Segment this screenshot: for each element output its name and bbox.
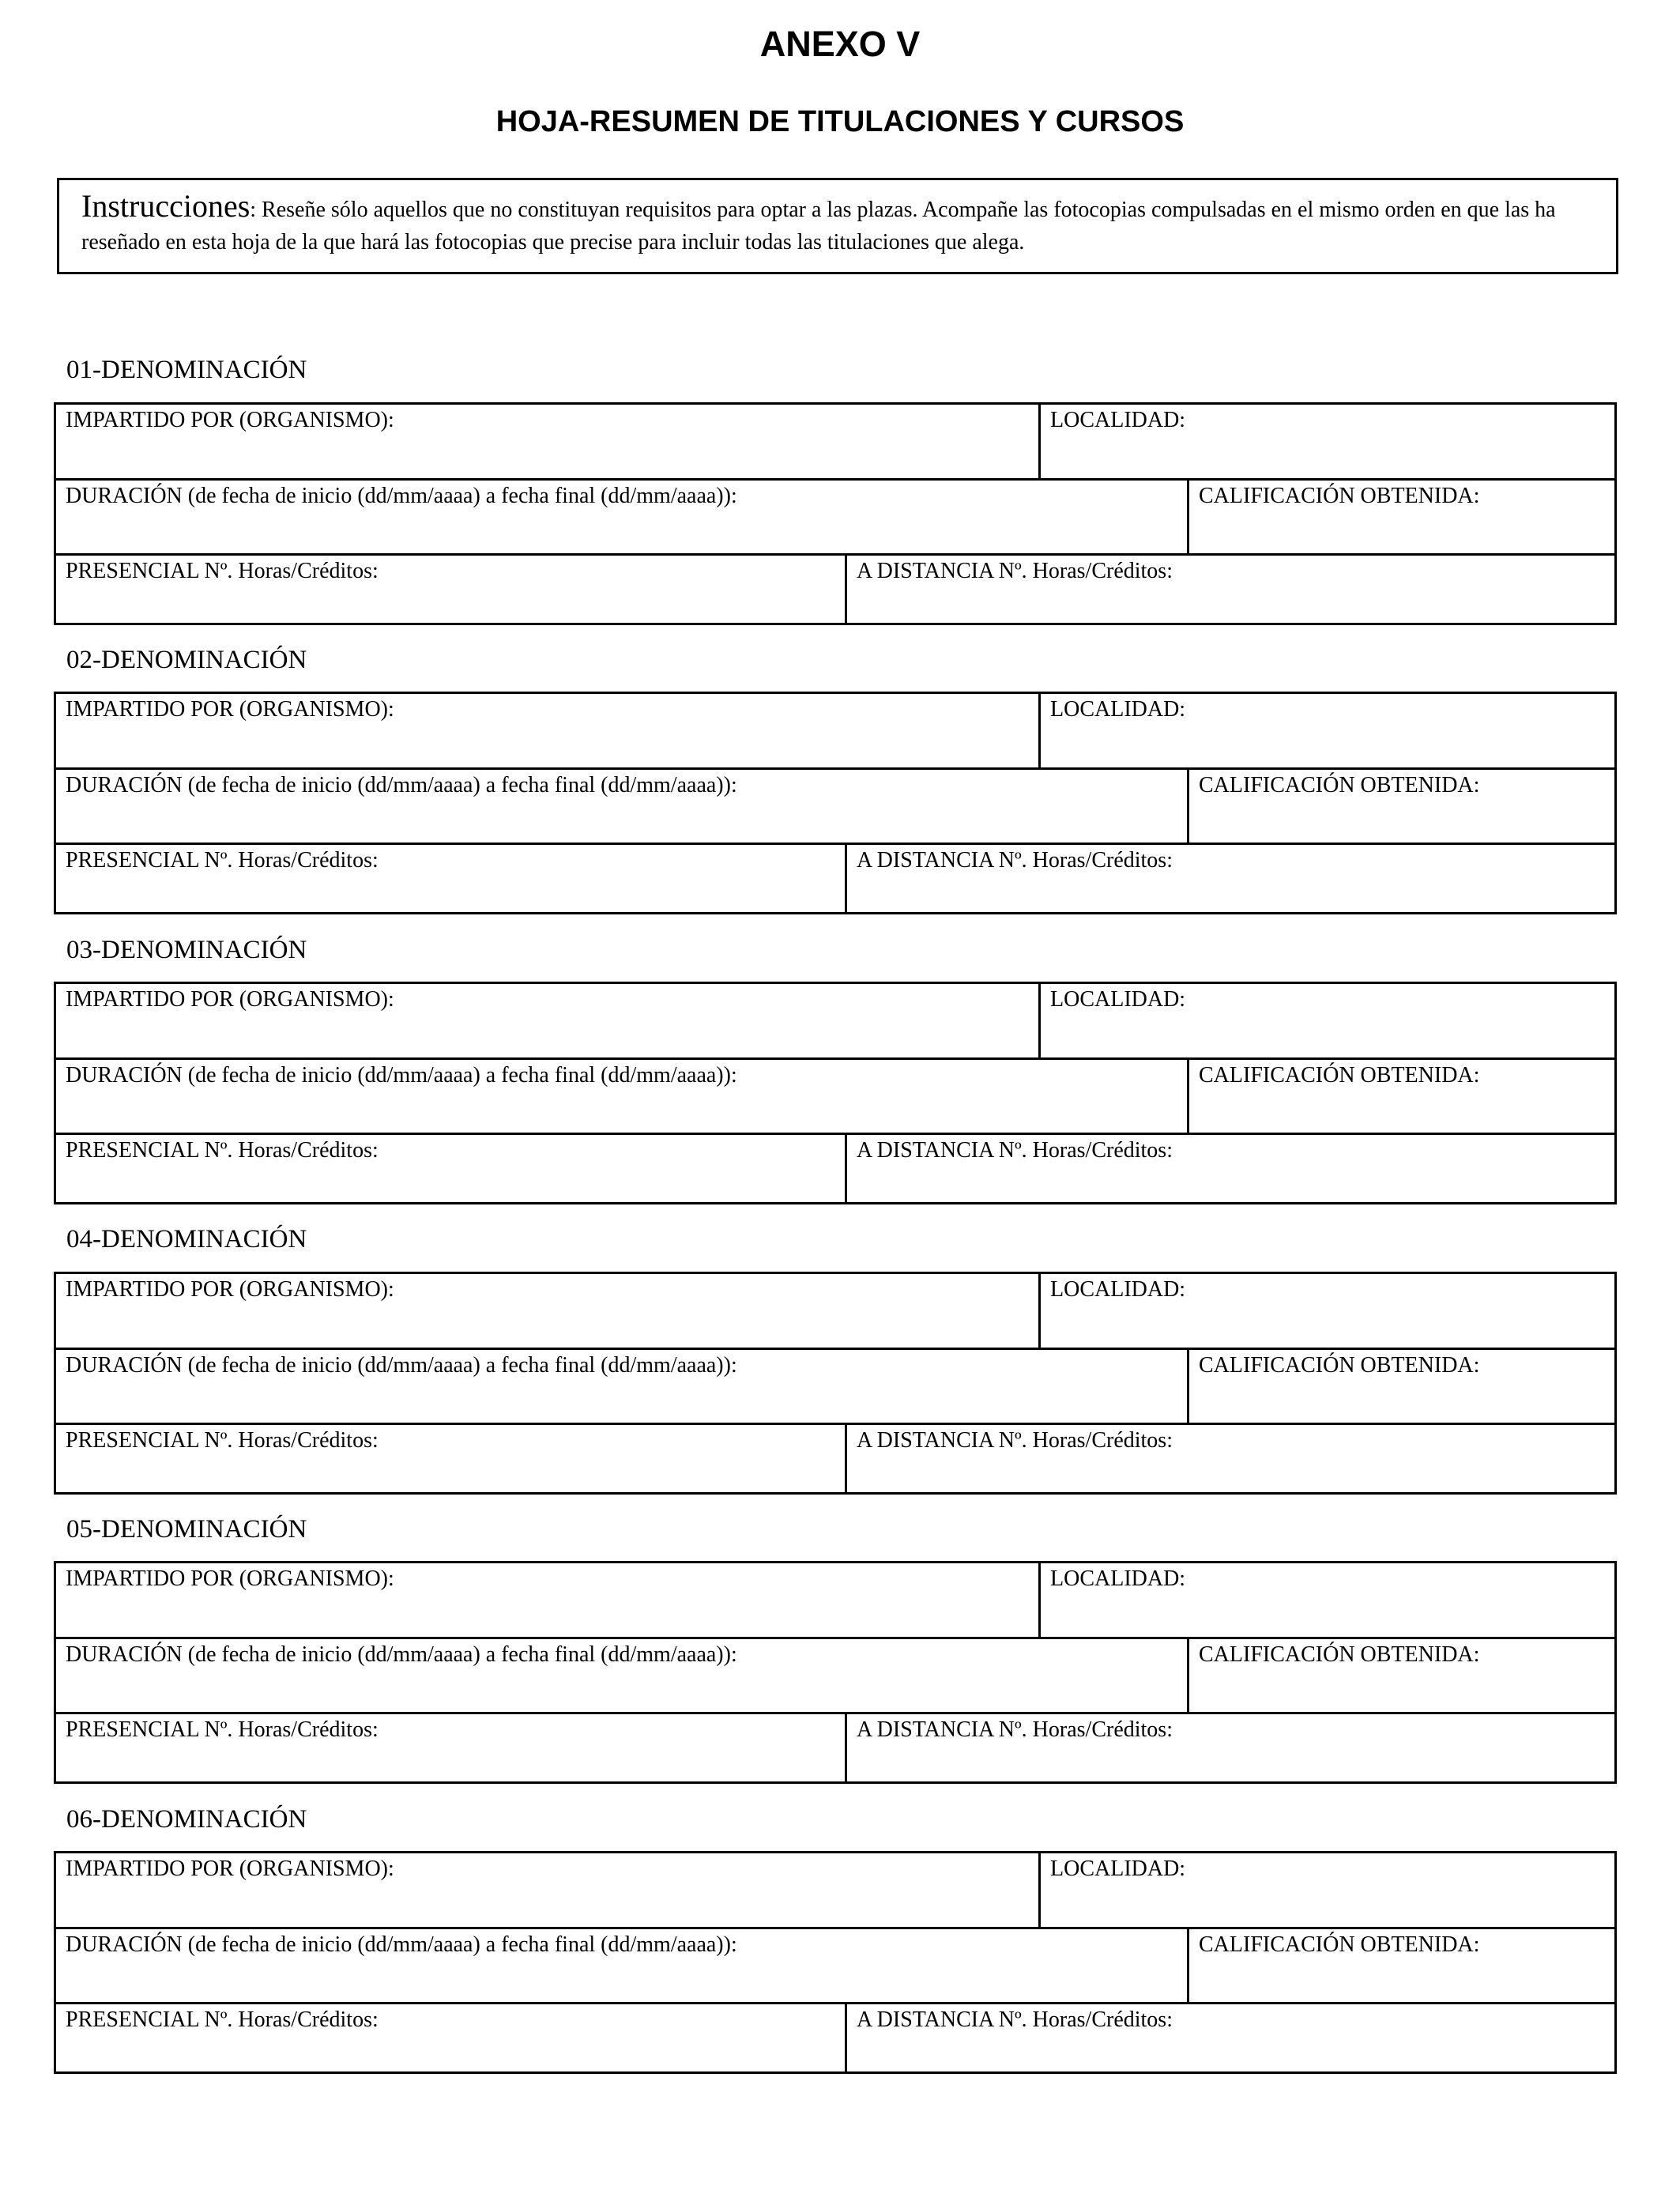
page-title: ANEXO V [759, 24, 921, 64]
impartido-field[interactable]: IMPARTIDO POR (ORGANISMO): [66, 697, 394, 722]
calificacion-field[interactable]: CALIFICACIÓN OBTENIDA: [1187, 1929, 1614, 2004]
localidad-field[interactable]: LOCALIDAD: [1038, 1563, 1614, 1637]
instructions-lead: Instrucciones [81, 188, 250, 224]
organism-row [56, 1563, 1614, 1637]
impartido-field[interactable]: IMPARTIDO POR (ORGANISMO): [66, 408, 394, 432]
impartido-field[interactable]: IMPARTIDO POR (ORGANISMO): [66, 987, 394, 1012]
distancia-field[interactable]: A DISTANCIA Nº. Horas/Créditos: [845, 556, 1614, 625]
duracion-field[interactable]: DURACIÓN (de fecha de inicio (dd/mm/aaaa) a fecha final (dd/mm/aaaa)): [66, 1932, 737, 1957]
calificacion-field[interactable]: CALIFICACIÓN OBTENIDA: [1187, 481, 1614, 556]
hours-row [56, 553, 1614, 625]
presencial-field[interactable]: PRESENCIAL Nº. Horas/Créditos: [66, 1717, 379, 1742]
instructions-text: : Reseñe sólo aquellos que no constituyan requisitos para optar a las plazas. Acompañe las fotocopias compulsadas en el mismo orden en que las ha reseñado en esta hoja de la que hará las fotocopias que precise para incluir todas las titulaciones que alega. [81, 198, 1556, 254]
instructions-box [57, 178, 1618, 274]
organism-row [56, 405, 1614, 478]
duracion-field[interactable]: DURACIÓN (de fecha de inicio (dd/mm/aaaa) a fecha final (dd/mm/aaaa)): [66, 1642, 737, 1667]
impartido-field[interactable]: IMPARTIDO POR (ORGANISMO): [66, 1277, 394, 1302]
course-block [54, 1851, 1617, 2074]
impartido-field[interactable]: IMPARTIDO POR (ORGANISMO): [66, 1566, 394, 1591]
section-title: 05-DENOMINACIÓN [66, 1515, 307, 1544]
section-title: 04-DENOMINACIÓN [66, 1225, 307, 1253]
duracion-field[interactable]: DURACIÓN (de fecha de inicio (dd/mm/aaaa) a fecha final (dd/mm/aaaa)): [66, 484, 737, 508]
duracion-field[interactable]: DURACIÓN (de fecha de inicio (dd/mm/aaaa) a fecha final (dd/mm/aaaa)): [66, 773, 737, 797]
localidad-field[interactable]: LOCALIDAD: [1038, 694, 1614, 767]
organism-row [56, 694, 1614, 767]
section-title: 06-DENOMINACIÓN [66, 1805, 307, 1834]
distancia-field[interactable]: A DISTANCIA Nº. Horas/Créditos: [845, 1135, 1614, 1204]
presencial-field[interactable]: PRESENCIAL Nº. Horas/Créditos: [66, 848, 379, 873]
duration-row [56, 1927, 1614, 2004]
duration-row [56, 1637, 1614, 1714]
presencial-field[interactable]: PRESENCIAL Nº. Horas/Créditos: [66, 1138, 379, 1163]
distancia-field[interactable]: A DISTANCIA Nº. Horas/Créditos: [845, 1425, 1614, 1495]
section-title: 03-DENOMINACIÓN [66, 936, 307, 964]
hours-row [56, 2002, 1614, 2074]
course-block [54, 692, 1617, 914]
course-block [54, 402, 1617, 625]
duracion-field[interactable]: DURACIÓN (de fecha de inicio (dd/mm/aaaa) a fecha final (dd/mm/aaaa)): [66, 1063, 737, 1088]
presencial-field[interactable]: PRESENCIAL Nº. Horas/Créditos: [66, 559, 379, 583]
hours-row [56, 1133, 1614, 1204]
calificacion-field[interactable]: CALIFICACIÓN OBTENIDA: [1187, 770, 1614, 845]
calificacion-field[interactable]: CALIFICACIÓN OBTENIDA: [1187, 1639, 1614, 1714]
hours-row [56, 843, 1614, 914]
duration-row [56, 478, 1614, 556]
organism-row [56, 984, 1614, 1057]
course-block [54, 1272, 1617, 1495]
page-subtitle: HOJA-RESUMEN DE TITULACIONES Y CURSOS [495, 105, 1185, 138]
localidad-field[interactable]: LOCALIDAD: [1038, 405, 1614, 478]
duration-row [56, 767, 1614, 845]
organism-row [56, 1853, 1614, 1927]
impartido-field[interactable]: IMPARTIDO POR (ORGANISMO): [66, 1857, 394, 1881]
presencial-field[interactable]: PRESENCIAL Nº. Horas/Créditos: [66, 2007, 379, 2032]
hours-row [56, 1712, 1614, 1784]
distancia-field[interactable]: A DISTANCIA Nº. Horas/Créditos: [845, 1714, 1614, 1784]
presencial-field[interactable]: PRESENCIAL Nº. Horas/Créditos: [66, 1428, 379, 1453]
duracion-field[interactable]: DURACIÓN (de fecha de inicio (dd/mm/aaaa) a fecha final (dd/mm/aaaa)): [66, 1353, 737, 1378]
section-title: 01-DENOMINACIÓN [66, 356, 307, 384]
localidad-field[interactable]: LOCALIDAD: [1038, 984, 1614, 1057]
localidad-field[interactable]: LOCALIDAD: [1038, 1853, 1614, 1927]
duration-row [56, 1348, 1614, 1425]
calificacion-field[interactable]: CALIFICACIÓN OBTENIDA: [1187, 1350, 1614, 1425]
course-block [54, 982, 1617, 1204]
section-title: 02-DENOMINACIÓN [66, 646, 307, 674]
duration-row [56, 1057, 1614, 1135]
calificacion-field[interactable]: CALIFICACIÓN OBTENIDA: [1187, 1060, 1614, 1135]
distancia-field[interactable]: A DISTANCIA Nº. Horas/Créditos: [845, 845, 1614, 914]
organism-row [56, 1274, 1614, 1348]
distancia-field[interactable]: A DISTANCIA Nº. Horas/Créditos: [845, 2004, 1614, 2074]
hours-row [56, 1423, 1614, 1495]
course-block [54, 1561, 1617, 1784]
localidad-field[interactable]: LOCALIDAD: [1038, 1274, 1614, 1348]
